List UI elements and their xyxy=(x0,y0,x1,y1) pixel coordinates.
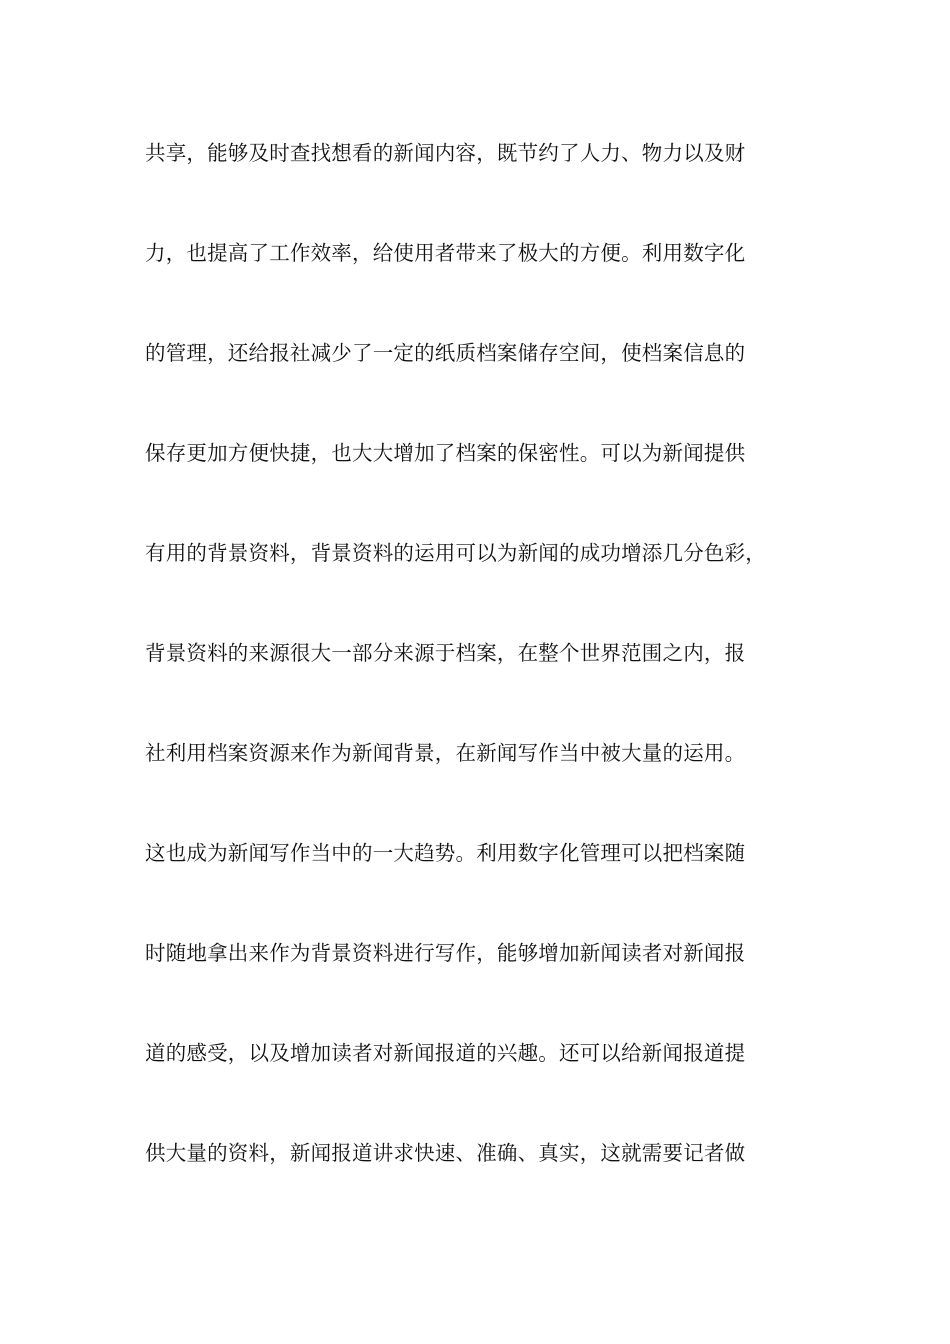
text-line: 的管理，还给报社减少了一定的纸质档案储存空间，使档案信息的 xyxy=(145,341,746,365)
body-text xyxy=(145,133,825,1233)
text-line: 社利用档案资源来作为新闻背景，在新闻写作当中被大量的运用。 xyxy=(145,741,746,765)
text-line: 道的感受，以及增加读者对新闻报道的兴趣。还可以给新闻报道提 xyxy=(145,1041,746,1065)
text-line: 力，也提高了工作效率，给使用者带来了极大的方便。利用数字化 xyxy=(145,241,746,265)
text-line: 共享，能够及时查找想看的新闻内容，既节约了人力、物力以及财 xyxy=(145,141,746,165)
text-line: 有用的背景资料，背景资料的运用可以为新闻的成功增添几分色彩， xyxy=(145,541,766,565)
text-line: 背景资料的来源很大一部分来源于档案，在整个世界范围之内，报 xyxy=(145,641,746,665)
text-line: 供大量的资料，新闻报道讲求快速、准确、真实，这就需要记者做 xyxy=(145,1141,746,1165)
text-line: 保存更加方便快捷，也大大增加了档案的保密性。可以为新闻提供 xyxy=(145,441,746,465)
text-line: 这也成为新闻写作当中的一大趋势。利用数字化管理可以把档案随 xyxy=(145,841,746,865)
text-line: 时随地拿出来作为背景资料进行写作，能够增加新闻读者对新闻报 xyxy=(145,941,746,965)
